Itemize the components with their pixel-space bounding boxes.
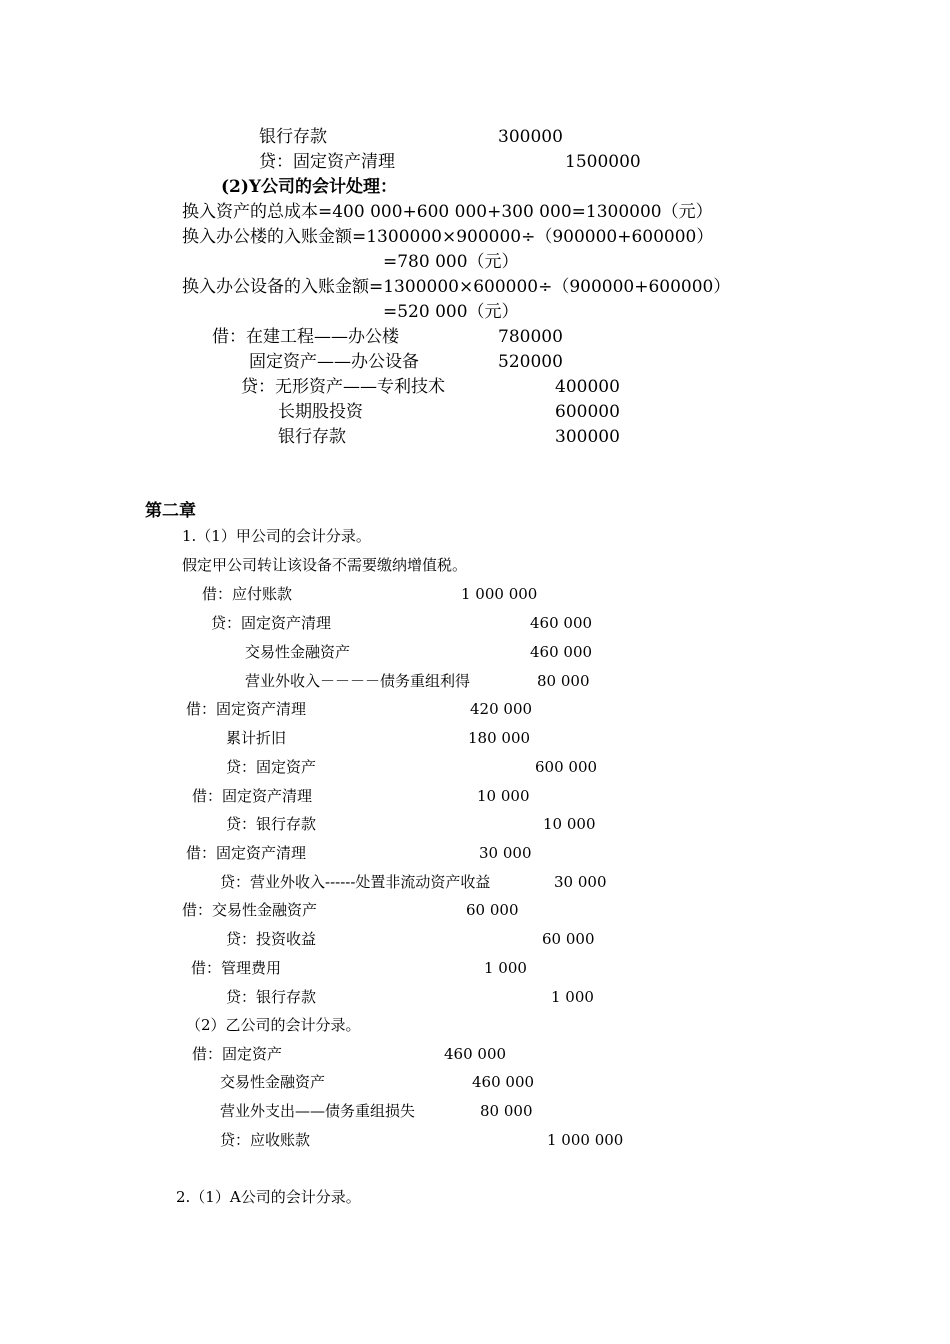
entry-amount: 180 000 — [468, 729, 531, 747]
entry-amount: 600 000 — [535, 758, 598, 776]
calc-line: =780 000（元） — [383, 252, 519, 272]
entry-label: 借：应付账款 — [202, 585, 293, 603]
entry-amount: 460 000 — [530, 614, 593, 632]
section-heading: (2)Y公司的会计处理： — [221, 177, 398, 197]
entry-label: 银行存款 — [278, 427, 346, 447]
entry-amount: 1 000 — [551, 988, 594, 1006]
entry-amount: 1500000 — [565, 152, 641, 172]
entry-label: 借：固定资产清理 — [186, 844, 307, 862]
entry-label: 银行存款 — [259, 127, 327, 147]
chapter-title: 第二章 — [145, 501, 196, 521]
calc-line: =520 000（元） — [383, 302, 519, 322]
entry-amount: 400000 — [555, 377, 620, 397]
entry-amount: 1 000 — [484, 959, 527, 977]
entry-amount: 300000 — [498, 127, 563, 147]
entry-label: 交易性金融资产 — [220, 1073, 326, 1091]
entry-label: 累计折旧 — [226, 729, 287, 747]
entry-amount: 10 000 — [477, 787, 530, 805]
entry-label: 贷：投资收益 — [226, 930, 317, 948]
entry-label: 营业外收入－－－－债务重组利得 — [245, 672, 471, 690]
entry-amount: 10 000 — [543, 815, 596, 833]
calc-line: 换入办公设备的入账金额=1300000×600000÷（900000+600000） — [182, 277, 731, 297]
entry-amount: 30 000 — [554, 873, 607, 891]
entry-amount: 780000 — [498, 327, 563, 347]
entry-amount: 460 000 — [444, 1045, 507, 1063]
entry-label: 贷：应收账款 — [220, 1131, 311, 1149]
entry-label: 借：交易性金融资产 — [182, 901, 318, 919]
entry-amount: 60 000 — [466, 901, 519, 919]
entry-amount: 520000 — [498, 352, 563, 372]
calc-line: 换入资产的总成本=400 000+600 000+300 000=1300000（元） — [182, 202, 713, 222]
entry-label: 借：固定资产 — [192, 1045, 283, 1063]
entry-label: 贷：银行存款 — [226, 815, 317, 833]
entry-amount: 60 000 — [542, 930, 595, 948]
entry-label: 长期股投资 — [278, 402, 363, 422]
question-heading: （2）乙公司的会计分录。 — [186, 1016, 361, 1034]
entry-amount: 30 000 — [479, 844, 532, 862]
calc-line: 换入办公楼的入账金额=1300000×900000÷（900000+600000） — [182, 227, 714, 247]
entry-label: 营业外支出——债务重组损失 — [220, 1102, 416, 1120]
question-heading: 1.（1）甲公司的会计分录。 — [182, 527, 371, 545]
entry-amount: 80 000 — [537, 672, 590, 690]
question-heading: 2.（1）A公司的会计分录。 — [176, 1188, 361, 1206]
entry-label: 借：固定资产清理 — [186, 700, 307, 718]
entry-label: 贷：固定资产 — [226, 758, 317, 776]
entry-amount: 300000 — [555, 427, 620, 447]
entry-amount: 1 000 000 — [461, 585, 538, 603]
entry-label: 借：管理费用 — [191, 959, 282, 977]
entry-label: 贷：营业外收入------处置非流动资产收益 — [220, 873, 491, 891]
entry-label: 贷：无形资产——专利技术 — [241, 377, 445, 397]
entry-amount: 1 000 000 — [547, 1131, 624, 1149]
entry-label: 固定资产——办公设备 — [249, 352, 419, 372]
entry-label: 贷：固定资产清理 — [259, 152, 395, 172]
entry-label: 贷：固定资产清理 — [211, 614, 332, 632]
question-note: 假定甲公司转让该设备不需要缴纳增值税。 — [182, 556, 468, 574]
entry-amount: 80 000 — [480, 1102, 533, 1120]
entry-label: 借：固定资产清理 — [192, 787, 313, 805]
entry-label: 借：在建工程——办公楼 — [212, 327, 399, 347]
entry-label: 贷：银行存款 — [226, 988, 317, 1006]
entry-amount: 460 000 — [472, 1073, 535, 1091]
entry-amount: 420 000 — [470, 700, 533, 718]
entry-label: 交易性金融资产 — [245, 643, 351, 661]
entry-amount: 600000 — [555, 402, 620, 422]
entry-amount: 460 000 — [530, 643, 593, 661]
